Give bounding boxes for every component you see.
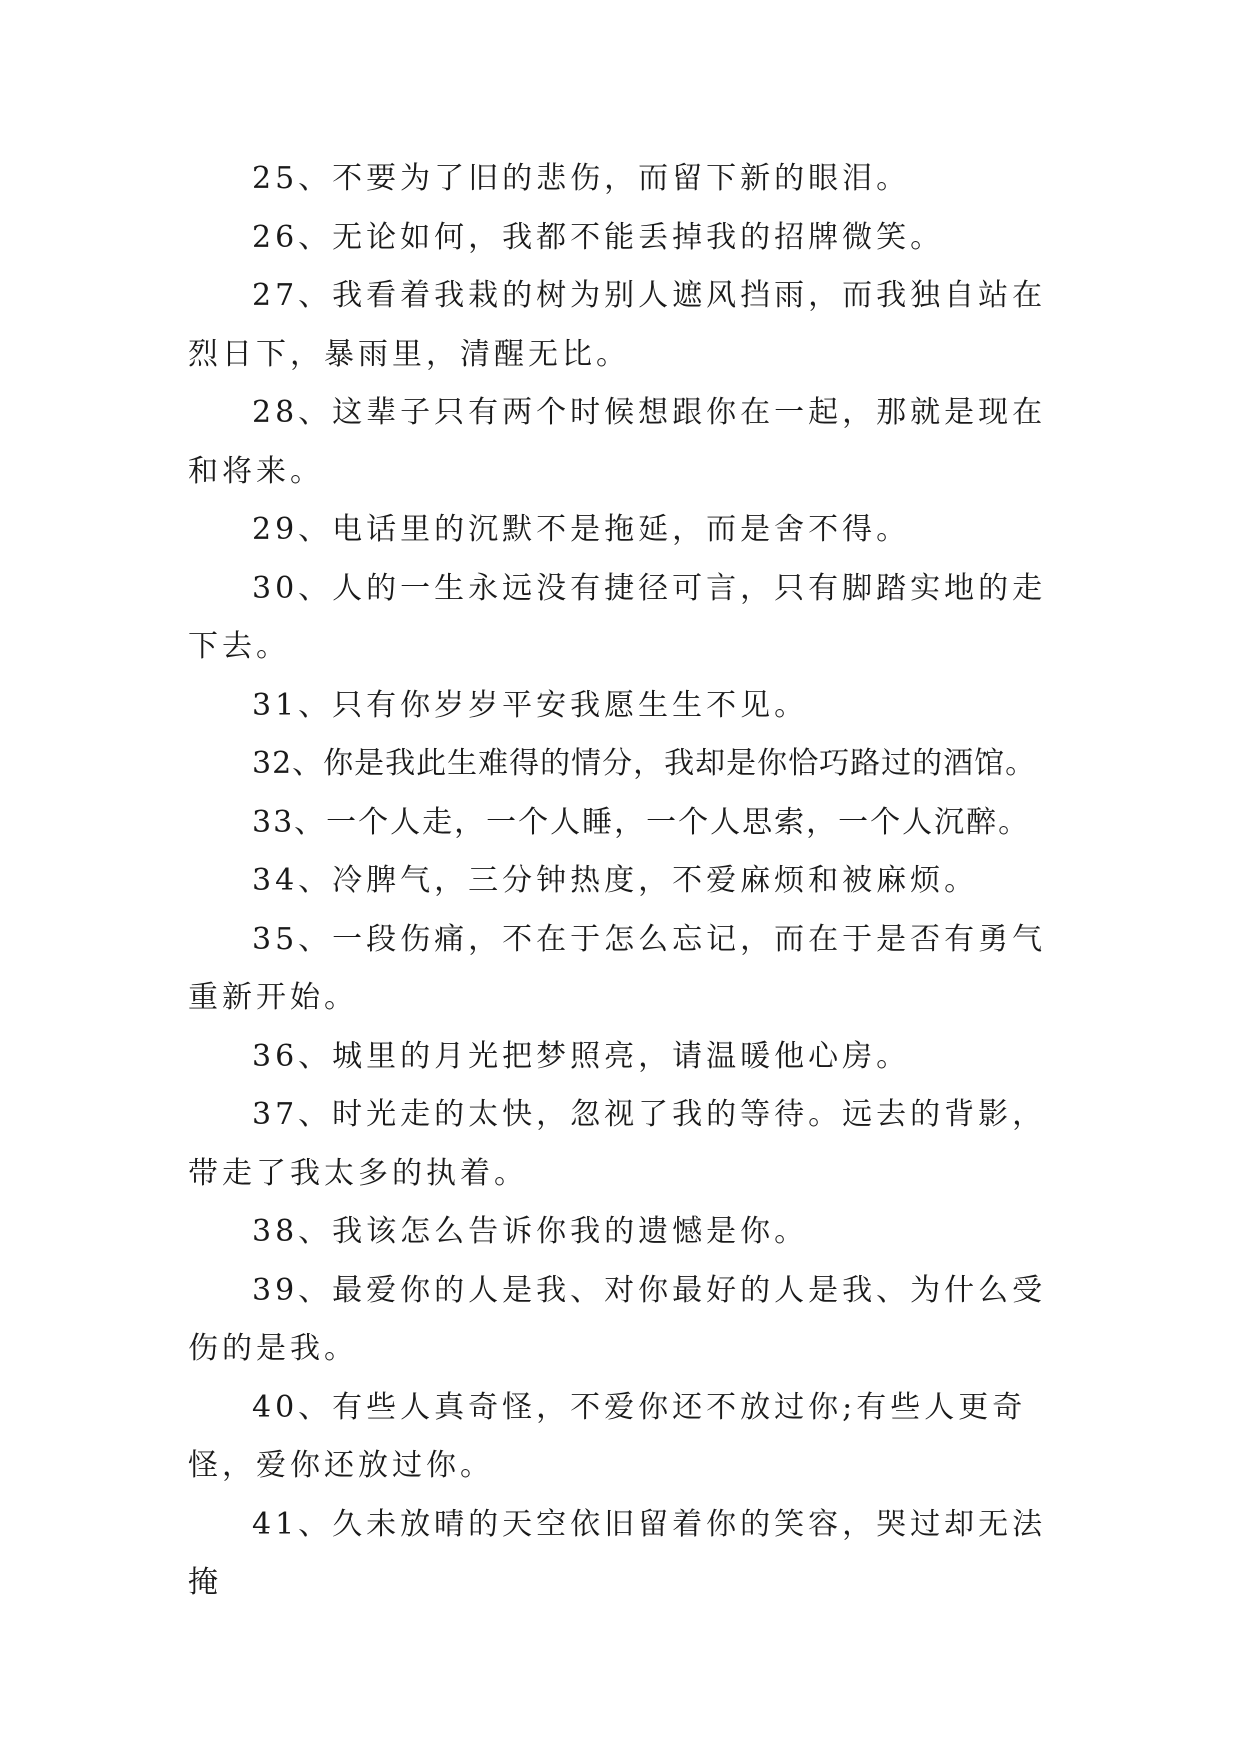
quote-item: 31、只有你岁岁平安我愿生生不见。 xyxy=(252,687,809,723)
quote-item: 26、无论如何，我都不能丢掉我的招牌微笑。 xyxy=(252,219,945,255)
quote-item: 33、一个人走，一个人睡，一个人思索，一个人沉醉。 xyxy=(252,804,1031,840)
quote-item: 37、时光走的太快，忽视了我的等待。远去的背影，带走了我太多的执着。 xyxy=(188,1097,1047,1191)
quote-item: 39、最爱你的人是我、对你最好的人是我、为什么受伤的是我。 xyxy=(188,1272,1047,1366)
quote-item: 30、人的一生永远没有捷径可言，只有脚踏实地的走下去。 xyxy=(188,570,1047,664)
quote-item: 40、有些人真奇怪，不爱你还不放过你;有些人更奇怪，爱你还放过你。 xyxy=(188,1389,1027,1483)
quote-list xyxy=(188,150,1058,1613)
quote-item: 34、冷脾气，三分钟热度，不爱麻烦和被麻烦。 xyxy=(252,863,979,898)
quote-item: 27、我看着我栽的树为别人遮风挡雨，而我独自站在烈日下，暴雨里，清醒无比。 xyxy=(188,278,1047,372)
quote-item: 29、电话里的沉默不是拖延，而是舍不得。 xyxy=(252,512,911,547)
quote-item: 38、我该怎么告诉你我的遗憾是你。 xyxy=(252,1214,809,1249)
quote-item: 41、久未放晴的天空依旧留着你的笑容，哭过却无法掩 xyxy=(188,1506,1047,1600)
quote-item: 25、不要为了旧的悲伤，而留下新的眼泪。 xyxy=(252,161,911,196)
quote-item: 28、这辈子只有两个时候想跟你在一起，那就是现在和将来。 xyxy=(188,395,1047,489)
quote-item: 36、城里的月光把梦照亮，请温暖他心房。 xyxy=(252,1038,911,1074)
quote-item: 35、一段伤痛，不在于怎么忘记，而在于是否有勇气重新开始。 xyxy=(188,921,1047,1015)
quote-item: 32、你是我此生难得的情分，我却是你恰巧路过的酒馆。 xyxy=(252,746,1037,781)
